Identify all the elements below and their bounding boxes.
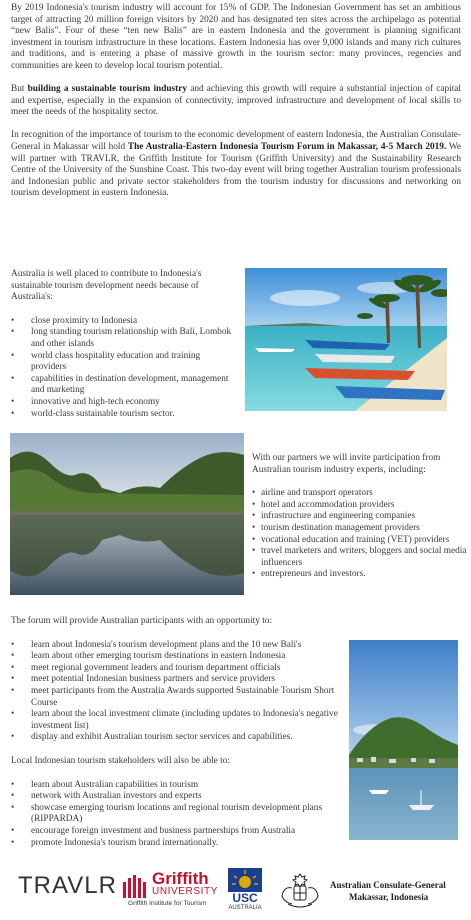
list-item: • entrepreneurs and investors. [252, 569, 467, 581]
usc-logo [226, 868, 266, 918]
usc-name: USC [232, 891, 258, 905]
list-item: • learn about other emerging tourism destinations in eastern Indonesia [11, 651, 341, 663]
list-item: • promote Indonesia's tourism brand internationally. [11, 838, 341, 850]
list-item: • infrastructure and engineering companies [252, 511, 467, 523]
griffith-logo [122, 870, 222, 916]
list-item: • network with Australian investors and experts [11, 791, 341, 803]
list-item: • close proximity to Indonesia [11, 316, 233, 328]
list-item: • world-class sustainable tourism sector. [11, 409, 233, 421]
list-item: • capabilities in destination development, management and marketing [11, 374, 233, 397]
list-item: • world class hospitality education and training providers [11, 351, 233, 374]
list-item: • long standing tourism relationship with Bali, Lombok and other islands [11, 327, 233, 350]
island-coast-photo [349, 640, 458, 840]
forum-section [11, 616, 341, 849]
intro-paragraph-3: In recognition of the importance of tourism to the economic development of eastern Indonesia, the Australian Consulate-General in Makassar will hold The Australia-Eastern Indonesia Tourism Forum in Makassar, 4-5 March 2019. We will partner with TRAVLR, the Griffith Institute for Tourism (Griffith University) and the Sustainability Research Centre of the University of the Sunshine Coast. This two-day event will bring together Australian tourism professionals and Indonesian public and private sector stakeholders from the tourism industry for discussions and networking on tourism development in eastern Indonesia. [11, 130, 461, 199]
list-item: • airline and transport operators [252, 488, 467, 500]
usc-sub: AUSTRALIA [228, 905, 262, 911]
intro-paragraph-2: But building a sustainable tourism industry and achieving this growth will require a substantial injection of capital and expertise, especially in the expansion of connectivity, improved infrastructure and development of local skills to meet the needs of the hospitality sector. [11, 84, 461, 118]
travlr-logo: TRAVLR [18, 872, 117, 899]
griffith-institute: Griffith Institute for Tourism [128, 900, 207, 907]
consulate-line-1: Australian Consulate-General [330, 880, 446, 890]
forum-list [11, 640, 341, 744]
list-item: • learn about the local investment climate (including updates to Indonesia's negative investment list) [11, 709, 341, 732]
list-item: • showcase emerging tourism locations and regional tourism development plans (RIPPARDA) [11, 803, 341, 826]
list-item: • learn about Indonesia's tourism development plans and the 10 new Bali's [11, 640, 341, 652]
griffith-crest-icon [122, 874, 150, 900]
list-item: • learn about Australian capabilities in tourism [11, 780, 341, 792]
local-list [11, 780, 341, 850]
intro-p2-bold: building a sustainable tourism industry [27, 84, 188, 95]
partners-section [252, 453, 467, 581]
coat-of-arms-icon [278, 870, 322, 910]
list-item: • meet potential Indonesian business partners and service providers [11, 674, 341, 686]
griffith-name: Griffith [152, 869, 209, 888]
consulate-logo [278, 868, 468, 918]
partners-intro: With our partners we will invite participation from Australian tourism industry experts, including: [252, 453, 441, 475]
australia-intro: Australia is well placed to contribute to Indonesia's sustainable tourism development needs because of Australia's: [11, 269, 202, 303]
australia-list [11, 316, 233, 420]
beach-boats-photo [245, 268, 447, 411]
forum-intro: The forum will provide Australian participants with an opportunity to: [11, 616, 273, 626]
list-item: • encourage foreign investment and business partnerships from Australia [11, 826, 341, 838]
local-intro: Local Indonesian tourism stakeholders will also be able to: [11, 755, 230, 766]
partners-list [252, 488, 467, 581]
usc-sun-icon [228, 868, 262, 892]
intro-paragraph-1: By 2019 Indonesia's tourism industry will account for 15% of GDP. The Indonesian Government has set an ambitious target of attracting 20 million foreign visitors by 2020 and has designated ten sites across the archipelago as potential “new Balis”. Four of these “ten new Balis” are in eastern Indonesia and the government is planning significant investment in tourism infrastructure in these locations. Eastern Indonesia has over 9,000 islands and many rich cultures and traditions, and is entering a phase of massive growth in the tourism sector: many provinces, regencies and communities are keen to develop local tourism potential. [11, 3, 461, 71]
list-item: • meet regional government leaders and tourism department officials [11, 663, 341, 675]
list-item: • travel marketers and writers, bloggers and social media influencers [252, 546, 467, 569]
forum-title: The Australia-Eastern Indonesia Tourism Forum in Makassar, 4-5 March 2019. [127, 141, 447, 152]
list-item: • vocational education and training (VET) providers [252, 535, 467, 547]
list-item: • meet participants from the Australia Awards supported Sustainable Tourism Short Course [11, 686, 341, 709]
intro-section [11, 3, 461, 211]
griffith-sub: UNIVERSITY [152, 886, 219, 897]
list-item: • hotel and accommodation providers [252, 500, 467, 512]
consulate-line-2: Makassar, Indonesia [349, 892, 429, 902]
list-item: • innovative and high-tech economy [11, 397, 233, 409]
list-item: • tourism destination management providers [252, 523, 467, 535]
list-item: • display and exhibit Australian tourism sector services and capabilities. [11, 732, 341, 744]
partner-logos [0, 868, 471, 918]
australia-section [11, 269, 233, 420]
mountain-lake-photo [10, 433, 244, 595]
